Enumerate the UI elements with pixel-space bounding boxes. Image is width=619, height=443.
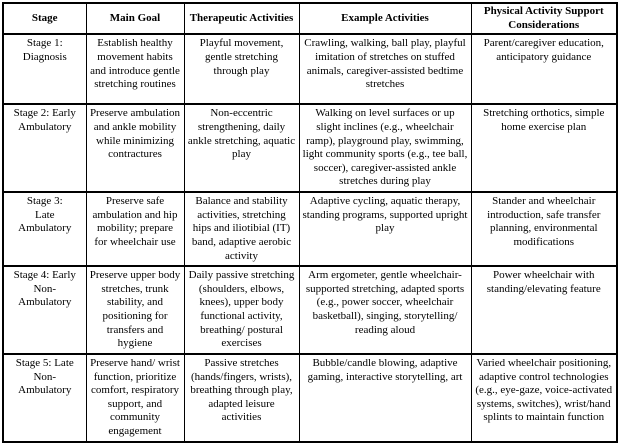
table-row [3,354,617,442]
column-header-therapeutic-activities: Therapeutic Activities [184,3,299,34]
example-activities-cell: Bubble/candle blowing, adaptive gaming, interactive storytelling, art [299,354,471,442]
support-considerations-cell: Power wheelchair with standing/elevating feature [471,266,617,354]
column-header-main-goal: Main Goal [86,3,184,34]
therapeutic-activities-cell: Daily passive stretching (shoulders, elbows, knees), upper body functional activity, breathing/ postural exercises [184,266,299,354]
table-header [3,3,617,34]
stage-cell: Stage 5: Late Non- Ambulatory [3,354,86,442]
therapeutic-activities-cell: Passive stretches (hands/fingers, wrists), breathing through play, adapted leisure activities [184,354,299,442]
support-considerations-cell: Stretching orthotics, simple home exercise plan [471,104,617,192]
stage-cell: Stage 3: Late Ambulatory [3,192,86,266]
header-row [3,3,617,34]
therapeutic-activities-cell: Balance and stability activities, stretching hips and iliotibial (IT) band, adaptive aerobic activity [184,192,299,266]
stage-cell: Stage 1: Diagnosis [3,34,86,104]
main-goal-cell: Establish healthy movement habits and introduce gentle stretching routines [86,34,184,104]
example-activities-cell: Arm ergometer, gentle wheelchair-supported stretching, adapted sports (e.g., power soccer, wheelchair basketball), singing, storytelling/ reading aloud [299,266,471,354]
table-row [3,266,617,354]
table-row [3,104,617,192]
support-considerations-cell: Stander and wheelchair introduction, safe transfer planning, environmental modifications [471,192,617,266]
therapeutic-activities-cell: Playful movement, gentle stretching through play [184,34,299,104]
column-header-physical-activity-support: Physical Activity Support Considerations [471,3,617,34]
main-goal-cell: Preserve ambulation and ankle mobility while minimizing contractures [86,104,184,192]
table-row [3,192,617,266]
example-activities-cell: Walking on level surfaces or up slight inclines (e.g., wheelchair ramp), playground play, swimming, light community sports (e.g., tee ball, soccer), caregiver-assisted ankle stretches during play [299,104,471,192]
column-header-example-activities: Example Activities [299,3,471,34]
support-considerations-cell: Varied wheelchair positioning, adaptive control technologies (e.g., eye-gaze, voice-activated systems, switches), wrist/hand splints to maintain function [471,354,617,442]
stage-cell: Stage 4: Early Non- Ambulatory [3,266,86,354]
example-activities-cell: Crawling, walking, ball play, playful imitation of stretches on stuffed animals, caregiver-assisted bedtime stretches [299,34,471,104]
support-considerations-cell: Parent/caregiver education, anticipatory guidance [471,34,617,104]
therapeutic-activities-cell: Non-eccentric strengthening, daily ankle stretching, aquatic play [184,104,299,192]
example-activities-cell: Adaptive cycling, aquatic therapy, standing programs, supported upright play [299,192,471,266]
table-row [3,34,617,104]
column-header-stage: Stage [3,3,86,34]
stage-cell: Stage 2: Early Ambulatory [3,104,86,192]
main-goal-cell: Preserve safe ambulation and hip mobility; prepare for wheelchair use [86,192,184,266]
management-stages-table [2,2,618,443]
table-body [3,34,617,441]
main-goal-cell: Preserve hand/ wrist function, prioritize comfort, respiratory support, and community engagement [86,354,184,442]
main-goal-cell: Preserve upper body stretches, trunk stability, and positioning for transfers and hygiene [86,266,184,354]
